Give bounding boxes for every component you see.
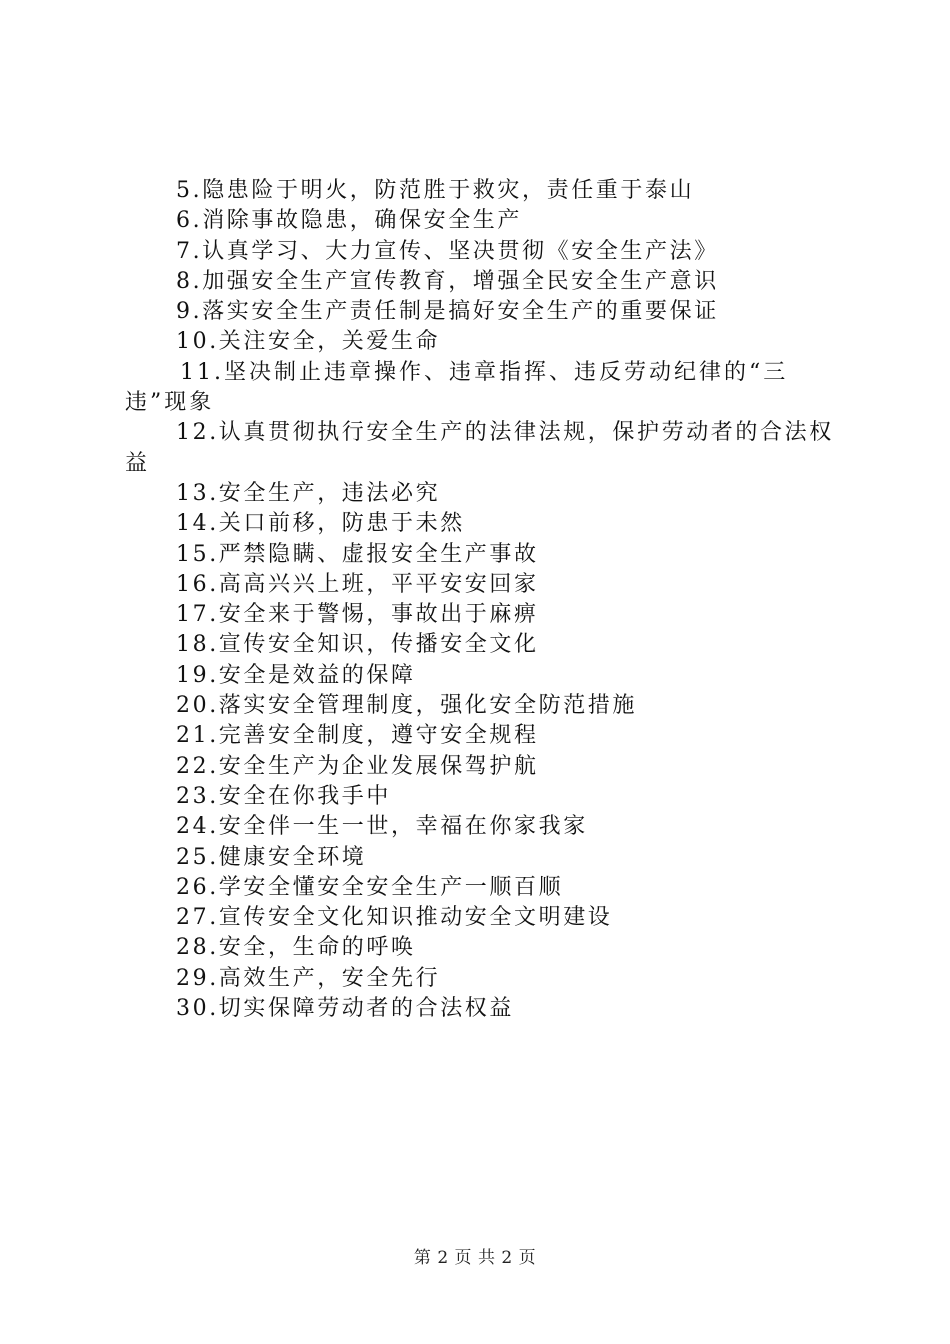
slogan-list bbox=[125, 176, 840, 1024]
list-item: 23.安全在你我手中 bbox=[176, 783, 391, 809]
list-item: 10.关注安全，关爱生命 bbox=[176, 329, 441, 355]
list-item: 5.隐患险于明火，防范胜于救灾，责任重于泰山 bbox=[176, 178, 695, 203]
list-item: 13.安全生产，违法必究 bbox=[176, 480, 441, 506]
list-item: 12.认真贯彻执行安全生产的法律法规，保护劳动者的合法权益 bbox=[125, 420, 834, 476]
list-item: 30.切实保障劳动者的合法权益 bbox=[176, 996, 514, 1022]
list-item: 27.宣传安全文化知识推动安全文明建设 bbox=[176, 905, 613, 931]
list-item: 29.高效生产，安全先行 bbox=[176, 965, 441, 991]
list-item: 17.安全来于警惕，事故出于麻痹 bbox=[176, 602, 539, 628]
list-item: 20.落实安全管理制度，强化安全防范措施 bbox=[176, 693, 637, 719]
list-item: 15.严禁隐瞒、虚报安全生产事故 bbox=[176, 541, 539, 567]
list-item: 11.坚决制止违章操作、违章指挥、违反劳动纪律的“三违”现象 bbox=[125, 359, 789, 416]
list-item: 22.安全生产为企业发展保驾护航 bbox=[176, 753, 539, 779]
list-item: 26.学安全懂安全安全生产一顺百顺 bbox=[176, 874, 564, 900]
list-item: 14.关口前移，防患于未然 bbox=[176, 511, 465, 537]
list-item: 8.加强安全生产宣传教育，增强全民安全生产意识 bbox=[176, 268, 719, 294]
list-item: 25.健康安全环境 bbox=[176, 844, 367, 870]
list-item: 7.认真学习、大力宣传、坚决贯彻《安全生产法》 bbox=[176, 238, 719, 264]
list-item: 6.消除事故隐患，确保安全生产 bbox=[176, 208, 522, 234]
page-footer: 第 2 页 共 2 页 bbox=[413, 1248, 537, 1268]
list-item: 28.安全，生命的呼唤 bbox=[176, 935, 416, 961]
list-item: 9.落实安全生产责任制是搞好安全生产的重要保证 bbox=[176, 299, 719, 325]
list-item: 21.完善安全制度，遵守安全规程 bbox=[176, 723, 539, 749]
list-item: 19.安全是效益的保障 bbox=[176, 662, 416, 688]
list-item: 18.宣传安全知识，传播安全文化 bbox=[176, 632, 539, 658]
list-item: 16.高高兴兴上班，平平安安回家 bbox=[176, 571, 539, 597]
list-item: 24.安全伴一生一世，幸福在你家我家 bbox=[176, 814, 588, 840]
